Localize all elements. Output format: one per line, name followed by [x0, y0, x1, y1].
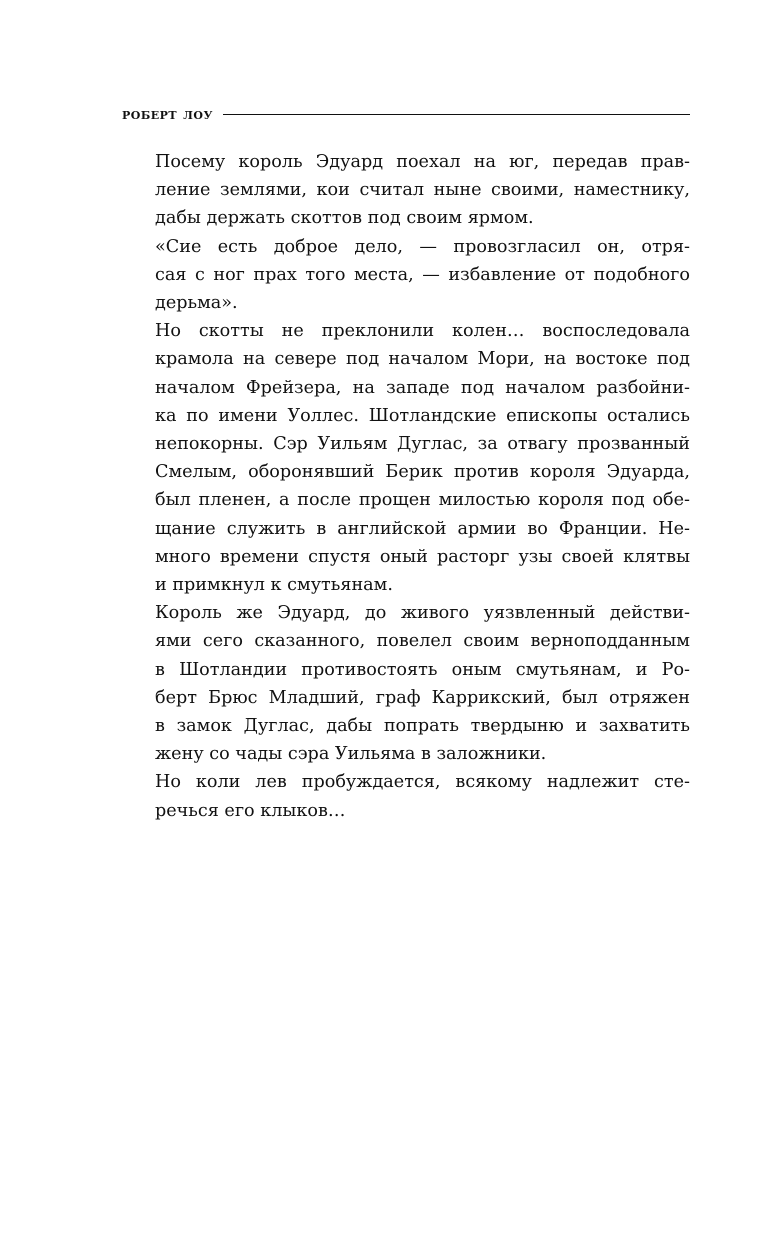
running-head [122, 101, 690, 125]
text-line: и примкнул к смутьянам. [155, 575, 393, 596]
paragraph [122, 599, 690, 768]
paragraph [122, 768, 690, 824]
text-line: «Сие есть доброе дело, — провозгласил он, отря- [155, 236, 690, 257]
text-line: в замок Дуглас, дабы попрать твердыню и захватить [155, 716, 690, 737]
text-line: был пленен, а после прощен милостью короля под обе- [155, 490, 690, 511]
text-line: крамола на севере под началом Мори, на востоке под [155, 349, 690, 370]
text-line: щание служить в английской армии во Франции. Не- [155, 518, 690, 539]
paragraph [122, 233, 690, 318]
text-line: берт Брюс Младший, граф Каррикский, был отряжен [155, 687, 690, 708]
text-line: ями сего сказанного, повелел своим верноподданным [155, 631, 690, 652]
text-line: сая с ног прах того места, — избавление от подобного [155, 264, 690, 285]
text-line: дабы держать скоттов под своим ярмом. [155, 208, 534, 229]
paragraph [122, 148, 690, 233]
text-line: в Шотландии противостоять оным смутьянам, и Ро- [155, 659, 690, 680]
header-rule [223, 114, 690, 115]
text-line: началом Фрейзера, на западе под началом разбойни- [155, 377, 690, 398]
text-line: непокорны. Сэр Уильям Дуглас, за отвагу прозванный [155, 434, 690, 455]
text-line: Но коли лев пробуждается, всякому надлежит сте- [155, 772, 690, 793]
text-line: Смелым, оборонявший Берик против короля Эдуарда, [155, 462, 690, 483]
text-line: жену со чады сэра Уильяма в заложники. [155, 744, 547, 765]
text-line: речься его клыков… [155, 800, 346, 821]
text-line: Король же Эдуард, до живого уязвленный действи- [155, 603, 690, 624]
paragraph [122, 317, 690, 599]
text-line: Посему король Эдуард поехал на юг, передав прав- [155, 152, 690, 172]
text-line: ка по имени Уоллес. Шотландские епископы остались [155, 405, 690, 426]
text-line: ление землями, кои считал ныне своими, наместнику, [155, 180, 690, 201]
body-text [122, 148, 690, 825]
text-line: дерьма». [155, 293, 238, 314]
text-line: Но скотты не преклонили колен… воспоследовала [155, 321, 690, 342]
text-line: много времени спустя оный расторг узы своей клятвы [155, 546, 690, 567]
author-name: роберт лоу [122, 103, 213, 123]
